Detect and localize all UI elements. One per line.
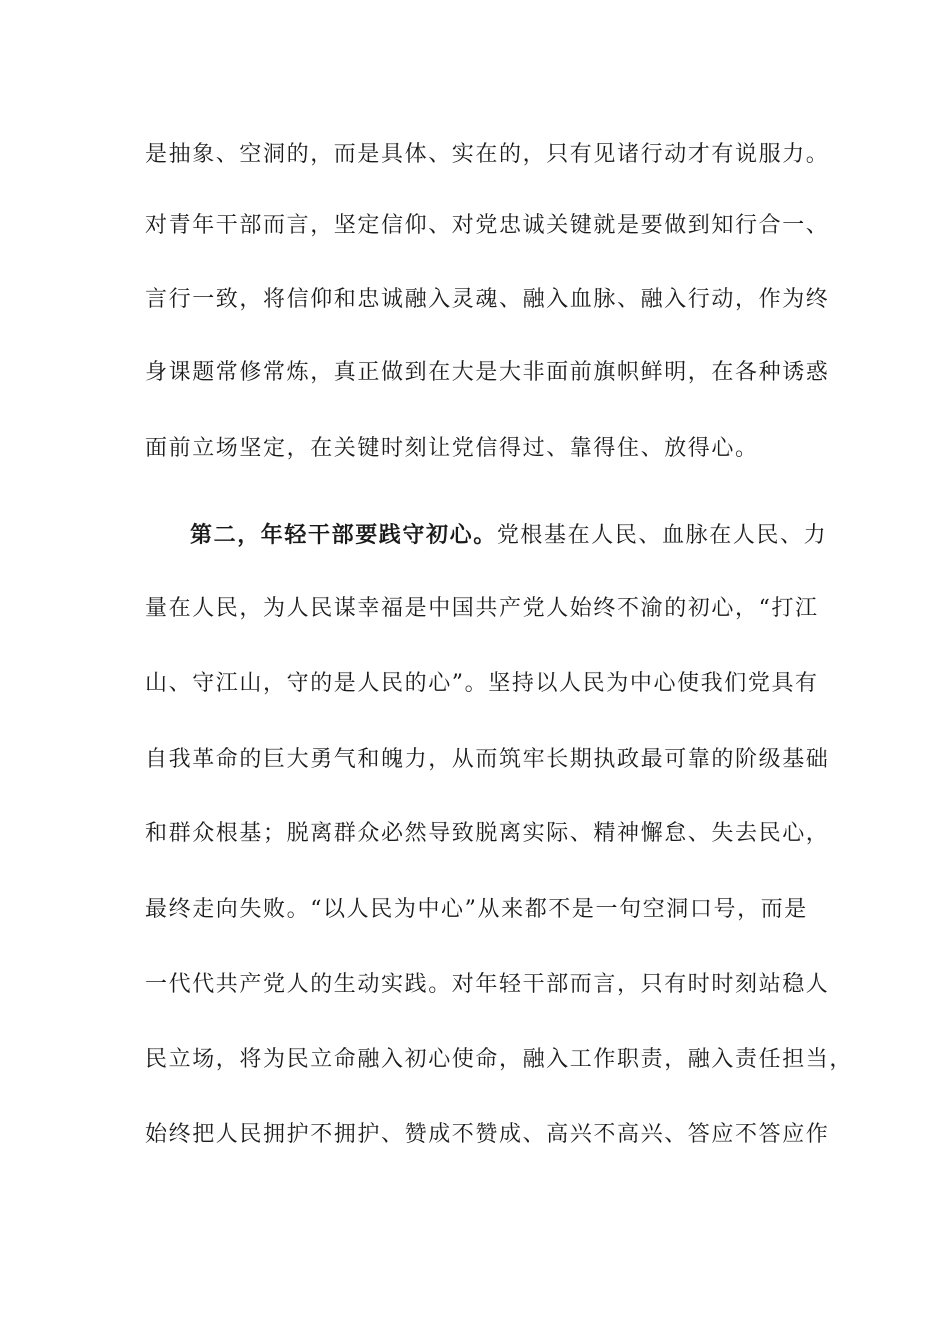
text-line: 山、守江山，守的是人民的心”。坚持以人民为中心使我们党具有 [145,671,819,696]
text-line: 和群众根基；脱离群众必然导致脱离实际、精神懈怠、失去民心， [145,821,830,846]
text-line: 民立场，将为民立命融入初心使命，融入工作职责，融入责任担当， [145,1047,854,1072]
text-line: 自我革命的巨大勇气和魄力，从而筑牢长期执政最可靠的阶级基础 [145,747,830,772]
paragraph-first-line [190,518,870,552]
text-line: 身课题常修常炼，真正做到在大是大非面前旗帜鲜明，在各种诱惑 [145,360,830,385]
text-line: 是抽象、空洞的，而是具体、实在的，只有见诸行动才有说服力。 [145,142,830,167]
text-line: 一代代共产党人的生动实践。对年轻干部而言，只有时时刻站稳人 [145,972,830,997]
text-line: 始终把人民拥护不拥护、赞成不赞成、高兴不高兴、答应不答应作 [145,1122,830,1147]
section-heading: 第二，年轻干部要践守初心。 [190,522,497,548]
text-line: 面前立场坚定，在关键时刻让党信得过、靠得住、放得心。 [145,436,759,461]
text-line: 最终走向失败。“以人民为中心”从来都不是一句空洞口号，而是 [145,897,808,922]
text-line: 对青年干部而言，坚定信仰、对党忠诚关键就是要做到知行合一、 [145,213,830,238]
paragraph-text: 党根基在人民、血脉在人民、力 [496,523,828,548]
text-line: 言行一致，将信仰和忠诚融入灵魂、融入血脉、融入行动，作为终 [145,287,830,312]
text-line: 量在人民，为人民谋幸福是中国共产党人始终不渝的初心，“打江 [145,596,819,621]
